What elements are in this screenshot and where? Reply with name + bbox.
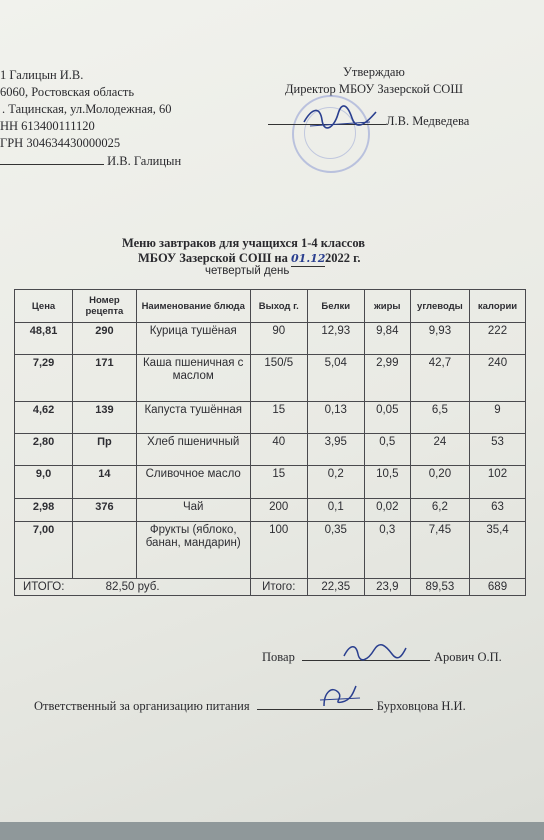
kcal-cell: 9 [470,402,526,434]
responsible-signature-line [34,699,466,714]
recipe-cell: 14 [73,466,137,499]
table-row [15,466,526,499]
cook-label: Повар [262,650,295,664]
protein-cell: 0,1 [307,499,364,522]
protein-cell: 12,93 [307,323,364,355]
table-row [15,499,526,522]
dish-cell: Хлеб пшеничный [136,434,250,466]
fat-cell: 0,05 [364,402,410,434]
org-inn: НН 613400111120 [0,119,95,133]
table-row [15,323,526,355]
dish-cell: Фрукты (яблоко, банан, мандарин) [136,522,250,579]
org-ogrn: ГРН 304634430000025 [0,136,121,150]
price-cell: 2,80 [15,434,73,466]
recipe-cell: Пр [73,434,137,466]
table-header-row [15,290,526,323]
recipe-cell: 171 [73,355,137,402]
menu-title: Меню завтраков для учащихся 1-4 классов [122,236,366,250]
responsible-signature-icon [318,682,362,712]
output-cell: 200 [250,499,307,522]
col-recipe: Номер рецепта [73,290,137,323]
price-cell: 48,81 [15,323,73,355]
day-label: четвертый день [205,265,290,277]
col-dish: Наименование блюда [136,290,250,323]
fat-cell: 0,02 [364,499,410,522]
carbs-cell: 24 [410,434,469,466]
fat-cell: 10,5 [364,466,410,499]
org-signer-name: И.В. Галицын [107,154,182,168]
protein-cell: 3,95 [307,434,364,466]
output-cell: 90 [250,323,307,355]
cook-name: Арович О.П. [433,650,502,664]
output-cell: 15 [250,466,307,499]
fat-cell: 9,84 [364,323,410,355]
org-address: . Тацинская, ул.Молодежная, 60 [2,102,172,116]
table-row [15,434,526,466]
carbs-cell: 6,2 [410,499,469,522]
dish-cell: Чай [136,499,250,522]
carbs-cell: 0,20 [410,466,469,499]
cook-signature-icon [340,640,410,662]
output-cell: 40 [250,434,307,466]
approve-label: Утверждаю [343,65,405,79]
output-cell: 15 [250,402,307,434]
total-kcal: 689 [470,579,526,596]
table-row [15,355,526,402]
dish-cell: Каша пшеничная с маслом [136,355,250,402]
price-cell: 2,98 [15,499,73,522]
date-field [291,251,330,267]
total-fat: 23,9 [364,579,410,596]
output-cell: 100 [250,522,307,579]
price-cell: 7,29 [15,355,73,402]
col-price: Цена [15,290,73,323]
year-text: 2022 г. [325,251,361,265]
carbs-cell: 6,5 [410,402,469,434]
subtitle-text: МБОУ Зазерской СОШ на [138,251,288,265]
fat-cell: 0,3 [364,522,410,579]
output-cell: 150/5 [250,355,307,402]
table-row [15,402,526,434]
col-protein: Белки [307,290,364,323]
dish-cell: Капуста тушённая [136,402,250,434]
price-cell: 7,00 [15,522,73,579]
price-cell: 4,62 [15,402,73,434]
carbs-cell: 7,45 [410,522,469,579]
recipe-cell: 139 [73,402,137,434]
date-handwritten: 01.12. [291,252,330,265]
total-row [15,579,526,596]
menu-table [14,289,526,596]
dish-cell: Сливочное масло [136,466,250,499]
org-signer [0,154,181,169]
kcal-cell: 35,4 [470,522,526,579]
org-name: 1 Галицын И.В. [0,68,84,82]
responsible-label: Ответственный за организацию питания [34,699,250,713]
protein-cell: 0,2 [307,466,364,499]
protein-cell: 0,35 [307,522,364,579]
director-name: Л.В. Медведева [386,114,470,128]
total-label-2: Итого: [250,579,307,596]
total-sum: 82,50 руб. [105,581,160,593]
recipe-cell: 376 [73,499,137,522]
total-carbs: 89,53 [410,579,469,596]
signature-line [0,164,104,165]
carbs-cell: 9,93 [410,323,469,355]
total-label: ИТОГО: [23,581,65,593]
director-signature-icon [300,100,380,132]
org-region: 6060, Ростовская область [0,85,135,99]
recipe-cell [73,522,137,579]
protein-cell: 5,04 [307,355,364,402]
total-protein: 22,35 [307,579,364,596]
responsible-name: Бурховцова Н.И. [376,699,466,713]
kcal-cell: 53 [470,434,526,466]
recipe-cell: 290 [73,323,137,355]
dish-cell: Курица тушёная [136,323,250,355]
col-output: Выход г. [250,290,307,323]
kcal-cell: 222 [470,323,526,355]
director-position: Директор МБОУ Зазерской СОШ [285,82,463,96]
kcal-cell: 63 [470,499,526,522]
kcal-cell: 102 [470,466,526,499]
col-carbs: углеводы [410,290,469,323]
col-fat: жиры [364,290,410,323]
total-cell [15,579,251,596]
fat-cell: 2,99 [364,355,410,402]
protein-cell: 0,13 [307,402,364,434]
fat-cell: 0,5 [364,434,410,466]
kcal-cell: 240 [470,355,526,402]
col-kcal: калории [470,290,526,323]
carbs-cell: 42,7 [410,355,469,402]
price-cell: 9,0 [15,466,73,499]
table-row [15,522,526,579]
